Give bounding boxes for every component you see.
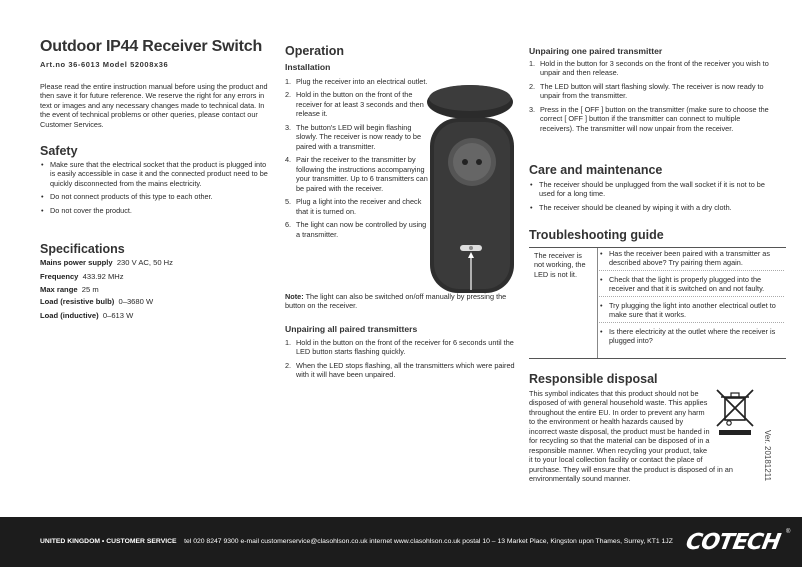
article-number: Art.no 36-6013 Model 52008x36 — [40, 60, 169, 69]
list-item: 4. Pair the receiver to the transmitter by following the instructions accompanying your transmitter. Up to 6 transmitters can be paired with the receiver. — [285, 155, 428, 193]
spec-row: Max range 25 m — [40, 285, 99, 294]
list-item: 6. The light can now be controlled by using a transmitter. — [285, 220, 427, 239]
safety-heading: Safety — [40, 144, 78, 158]
unpair-one-heading: Unpairing one paired transmitter — [529, 46, 663, 56]
list-item: • Make sure that the electrical socket that the product is plugged into is easily accessible in case it and the connected product need to be quickly disconnected from the mains electricity. — [40, 160, 272, 188]
unpair-one-steps — [529, 59, 769, 137]
list-item: • Is there electricity at the outlet where the receiver is plugged into? — [599, 327, 784, 348]
list-item: 1. Hold in the button for 3 seconds on the front of the receiver you wish to unpair and then release. — [529, 59, 769, 78]
list-item: 1. Hold in the button on the front of the receiver for 6 seconds until the LED button starts flashing quickly. — [285, 338, 514, 357]
care-heading: Care and maintenance — [529, 163, 663, 177]
list-item: 2. When the LED stops flashing, all the transmitters which were paired with it will have been unpaired. — [285, 360, 515, 380]
operation-heading: Operation — [285, 44, 345, 58]
unpair-all-steps — [285, 338, 519, 384]
registered-mark: ® — [786, 529, 791, 535]
list-item: 2. Hold in the button on the front of the receiver for at least 3 seconds and then release it. — [285, 90, 424, 119]
spec-row: Mains power supply 230 V AC, 50 Hz — [40, 258, 173, 267]
receiver-illustration — [420, 78, 525, 298]
safety-list — [40, 160, 272, 219]
list-item: • Do not cover the product. — [40, 206, 272, 215]
footer-bar — [0, 517, 802, 567]
troubleshooting-heading: Troubleshooting guide — [529, 228, 664, 242]
list-item: • Has the receiver been paired with a transmitter as described above? Try pairing them again. — [599, 249, 784, 271]
spec-row: Frequency 433.92 MHz — [40, 272, 124, 281]
list-item: 3. Press in the [ OFF ] button on the transmitter (make sure to choose the correct [ OFF ] button if the transmitter can connect to multiple receivers). The transmitter will now unpair from the receiver. — [529, 104, 769, 133]
disposal-heading: Responsible disposal — [529, 372, 658, 386]
solution-list — [599, 249, 784, 352]
list-item: 2. The LED button will start flashing slowly. The receiver is now ready to unpair from the transmitter. — [529, 81, 764, 101]
list-item: 3. The button's LED will begin flashing slowly. The receiver is now ready to be paired with a transmitter. — [285, 122, 422, 151]
version-label: Ver. 20181211 — [763, 430, 772, 482]
list-item: 1. Plug the receiver into an electrical outlet. — [285, 77, 428, 86]
list-item: • The receiver should be cleaned by wiping it with a dry cloth. — [529, 203, 769, 212]
installation-heading: Installation — [285, 62, 331, 72]
problem-cell: The receiver is not working, the LED is not lit. — [534, 251, 586, 279]
list-item: • Do not connect products of this type to each other. — [40, 192, 272, 201]
note-text: Note: The light can also be switched on/off manually by pressing the button on the receiver. — [285, 292, 507, 311]
unpair-all-heading: Unpairing all paired transmitters — [285, 324, 418, 334]
weee-bin-icon — [715, 388, 755, 436]
care-list — [529, 180, 769, 216]
list-item: • The receiver should be unplugged from the wall socket if it is not to be used for a long time. — [529, 180, 769, 199]
intro-text: Please read the entire instruction manual before using the product and then save it for future reference. We reserve the right for any errors in text or images and any necessary changes made to technical data. In the event of technical problems or other queries, please contact our Customer Services. — [40, 82, 268, 129]
list-item: • Try plugging the light into another electrical outlet to make sure that it works. — [599, 301, 784, 323]
spec-row: Load (resistive bulb) 0–3680 W — [40, 297, 154, 306]
disposal-text: This symbol indicates that this product should not be disposed of with general household waste. This applies throughout the entire EU. In order to prevent any harm to the environment or health hazards caused by incorrect waste disposal, the product must be handed in for recycling so that the material can be disposed of in a responsible manner. When recycling your product, take it to your local collection facility or contact the place of purchase. They will ensure that the product is disposed of in an environmentally sound manner. — [529, 389, 733, 484]
brand-logo: COTECH — [683, 530, 782, 555]
troubleshooting-table — [529, 247, 786, 359]
page-title: Outdoor IP44 Receiver Switch — [40, 38, 263, 55]
installation-steps — [285, 77, 428, 243]
list-item: 5. Plug a light into the receiver and check that it is turned on. — [285, 197, 422, 216]
spec-row: Load (inductive) 0–613 W — [40, 311, 134, 320]
specifications-heading: Specifications — [40, 242, 125, 256]
table-divider — [597, 248, 598, 358]
list-item: • Check that the light is properly plugged into the receiver and that it is switched on and not faulty. — [599, 275, 784, 297]
footer-contact: UNITED KINGDOM • CUSTOMER SERVICE tel 020 8247 9300 e-mail customerservice@clasohlson.co.uk internet www.clasohlson.co.uk postal 10 – 13 Market Place, Kingston upon Thames, Surrey, KT1 1JZ — [40, 538, 673, 545]
